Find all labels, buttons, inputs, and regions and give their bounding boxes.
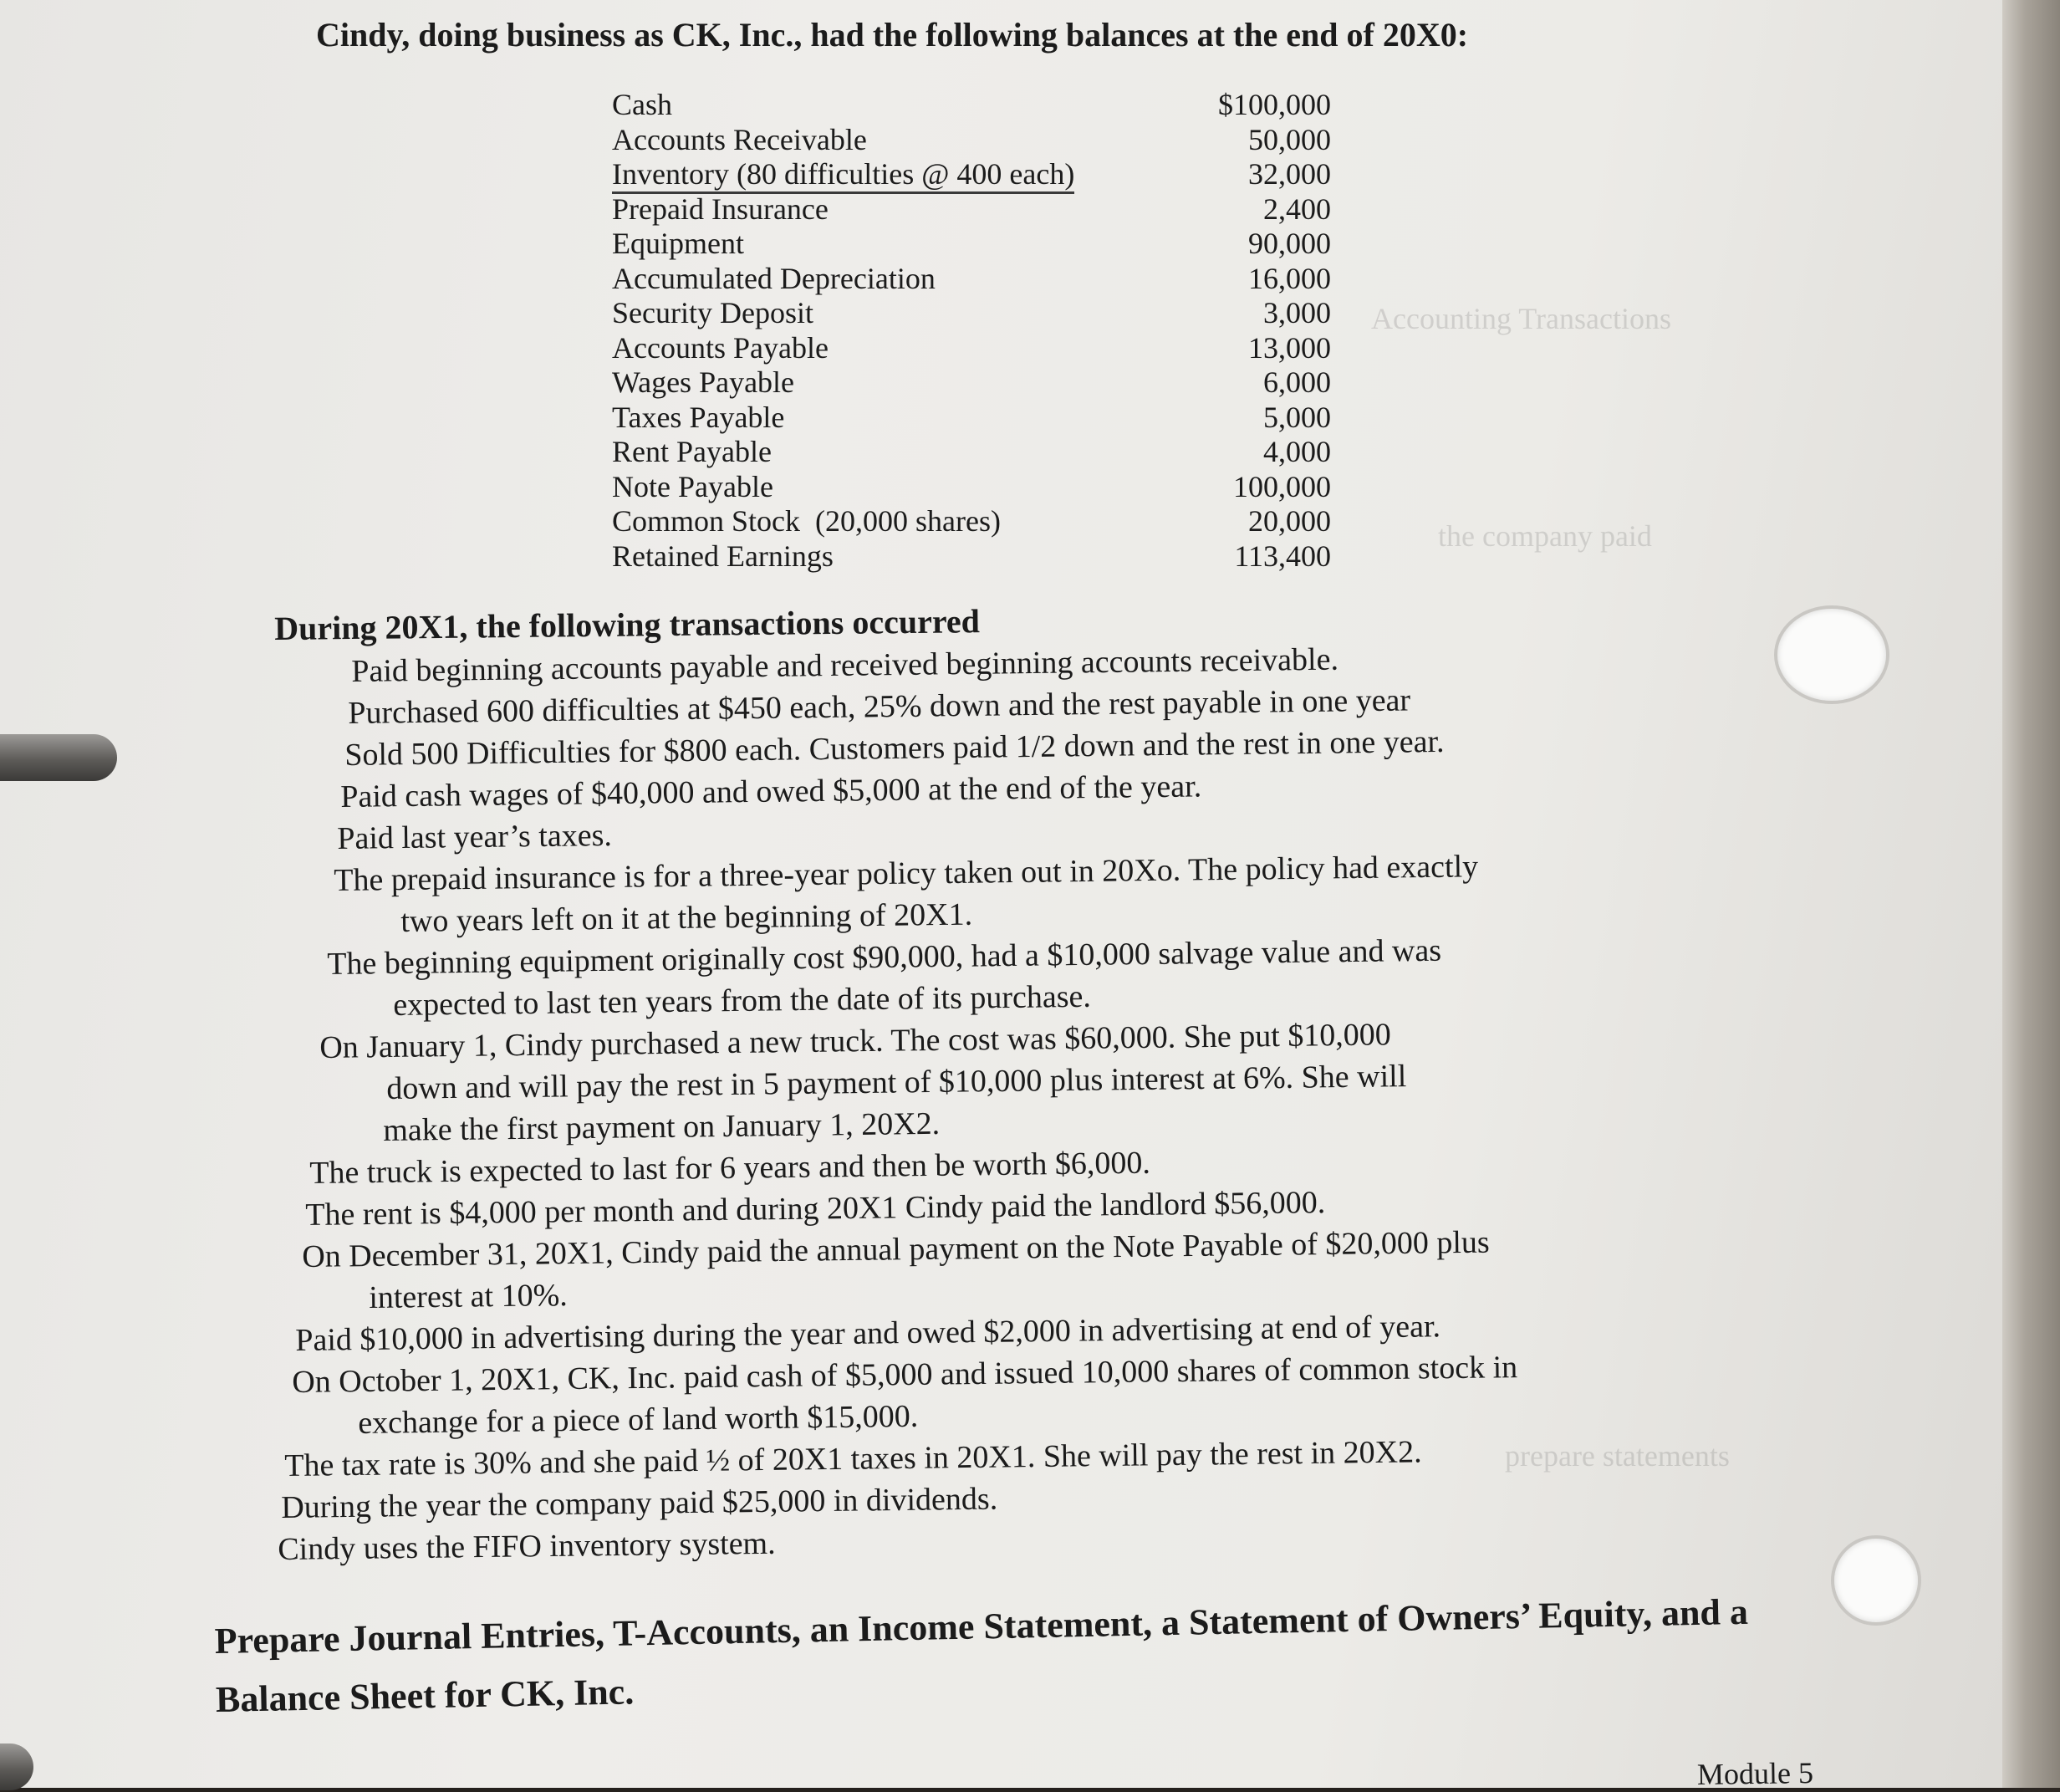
account-name: Inventory (80 difficulties @ 400 each): [612, 156, 1074, 194]
account-amount: 20,000: [1248, 504, 1331, 538]
transaction-continuation: two years left on it at the beginning of 20X1.: [400, 896, 973, 939]
account-name: Accounts Receivable: [612, 122, 867, 156]
transaction-text: The beginning equipment originally cost $90,000, had a $10,000 salvage value and was: [327, 932, 1442, 982]
balance-row: [612, 87, 1331, 122]
account-amount: 100,000: [1233, 469, 1331, 503]
transaction-text: On December 31, 20X1, Cindy paid the annual payment on the Note Payable of $20,000 plus: [302, 1224, 1490, 1274]
transaction-text: Paid cash wages of $40,000 and owed $5,000 at the end of the year.: [340, 768, 1202, 814]
balance-row: [612, 122, 1331, 157]
account-amount: 3,000: [1263, 296, 1331, 329]
balance-row: [612, 503, 1331, 539]
account-name: Common Stock (20,000 shares): [612, 504, 1001, 538]
balance-row: [612, 330, 1331, 365]
account-amount: 6,000: [1263, 365, 1331, 399]
account-amount: 50,000: [1248, 122, 1331, 156]
transaction-text: Sold 500 Difficulties for $800 each. Customers paid 1/2 down and the rest in one year.: [344, 723, 1445, 773]
account-amount: 13,000: [1248, 330, 1331, 365]
account-amount: 113,400: [1234, 539, 1331, 573]
account-amount: 90,000: [1248, 227, 1331, 260]
balance-row: [612, 434, 1331, 469]
account-name: Rent Payable: [612, 435, 772, 468]
balance-row: [612, 469, 1331, 504]
account-amount: 4,000: [1263, 435, 1331, 468]
account-amount: 2,400: [1263, 191, 1331, 226]
transaction-text: The rent is $4,000 per month and during 20X1 Cindy paid the landlord $56,000.: [305, 1185, 1326, 1233]
transaction-text: Paid $10,000 in advertising during the year and owed $2,000 in advertising at end of year.: [295, 1309, 1441, 1358]
account-name: Equipment: [612, 227, 744, 260]
account-name: Retained Earnings: [612, 539, 834, 573]
transaction-text: Paid beginning accounts payable and received beginning accounts receivable.: [351, 641, 1339, 689]
transaction-item: [319, 1017, 1756, 1152]
beginning-balances-list: [612, 87, 1331, 573]
balance-row: [612, 226, 1331, 261]
balance-row: [612, 400, 1331, 435]
bleed-through-text: the company paid: [1438, 519, 1652, 553]
transaction-text: On January 1, Cindy purchased a new truck. The cost was $60,000. She put $10,000: [319, 1017, 1392, 1065]
transaction-text: The prepaid insurance is for a three-year policy taken out in 20Xo. The policy had exactly: [334, 849, 1479, 898]
account-name: Prepaid Insurance: [612, 191, 829, 226]
transactions-list: [278, 641, 1756, 1570]
account-name: Security Deposit: [612, 296, 813, 329]
transaction-continuation: down and will pay the rest in 5 payment of $10,000 plus interest at 6%. She will: [386, 1059, 1407, 1106]
transaction-item: [278, 1525, 1756, 1570]
transaction-continuation: exchange for a piece of land worth $15,000.: [358, 1398, 919, 1441]
account-name: Note Payable: [612, 469, 773, 503]
account-name: Taxes Payable: [612, 400, 785, 434]
transaction-text: The truck is expected to last for 6 years and then be worth $6,000.: [309, 1145, 1151, 1191]
account-name: Wages Payable: [612, 365, 795, 399]
module-label: Module 5: [1696, 1756, 1814, 1791]
account-amount: $100,000: [1218, 88, 1331, 121]
balance-row: [612, 295, 1331, 330]
binder-ring: [0, 734, 117, 781]
transaction-text: Paid last year’s taxes.: [337, 817, 613, 856]
account-name: Accounts Payable: [612, 330, 829, 365]
balance-row: [612, 365, 1331, 400]
account-amount: 32,000: [1248, 157, 1331, 191]
account-name: Cash: [612, 88, 672, 121]
account-amount: 5,000: [1263, 400, 1331, 434]
transaction-text: The tax rate is 30% and she paid ½ of 20X1 taxes in 20X1. She will pay the rest in 20X2.: [284, 1434, 1422, 1483]
balance-row: [612, 156, 1331, 191]
punch-hole: [1774, 605, 1889, 704]
bleed-through-text: Accounting Transactions: [1371, 302, 1671, 335]
transaction-text: Cindy uses the FIFO inventory system.: [278, 1525, 776, 1567]
account-amount: 16,000: [1248, 261, 1331, 295]
transactions-heading: During 20X1, the following transactions occurred: [274, 602, 981, 647]
assignment-prompt: Prepare Journal Entries, T-Accounts, an Income Statement, a Statement of Owners’ Equity, and a Balance Sheet for CK, Inc.: [214, 1590, 1749, 1720]
balance-row: [612, 539, 1331, 574]
problem-heading: Cindy, doing business as CK, Inc., had the following balances at the end of 20X0:: [316, 16, 1469, 54]
bleed-through-text: prepare statements: [1505, 1439, 1730, 1473]
transaction-continuation: interest at 10%.: [369, 1278, 568, 1315]
balance-row: [612, 191, 1331, 227]
transaction-text: On October 1, 20X1, CK, Inc. paid cash of $5,000 and issued 10,000 shares of common stock in: [292, 1350, 1518, 1400]
transaction-continuation: expected to last ten years from the date of its purchase.: [393, 978, 1092, 1023]
page-edge: [2002, 0, 2060, 1788]
transaction-text: Purchased 600 difficulties at $450 each, 25% down and the rest payable in one year: [348, 682, 1411, 731]
transaction-text: During the year the company paid $25,000 in dividends.: [281, 1481, 998, 1525]
balance-row: [612, 261, 1331, 296]
account-name: Accumulated Depreciation: [612, 261, 936, 295]
transaction-continuation: make the first payment on January 1, 20X2.: [383, 1105, 941, 1148]
